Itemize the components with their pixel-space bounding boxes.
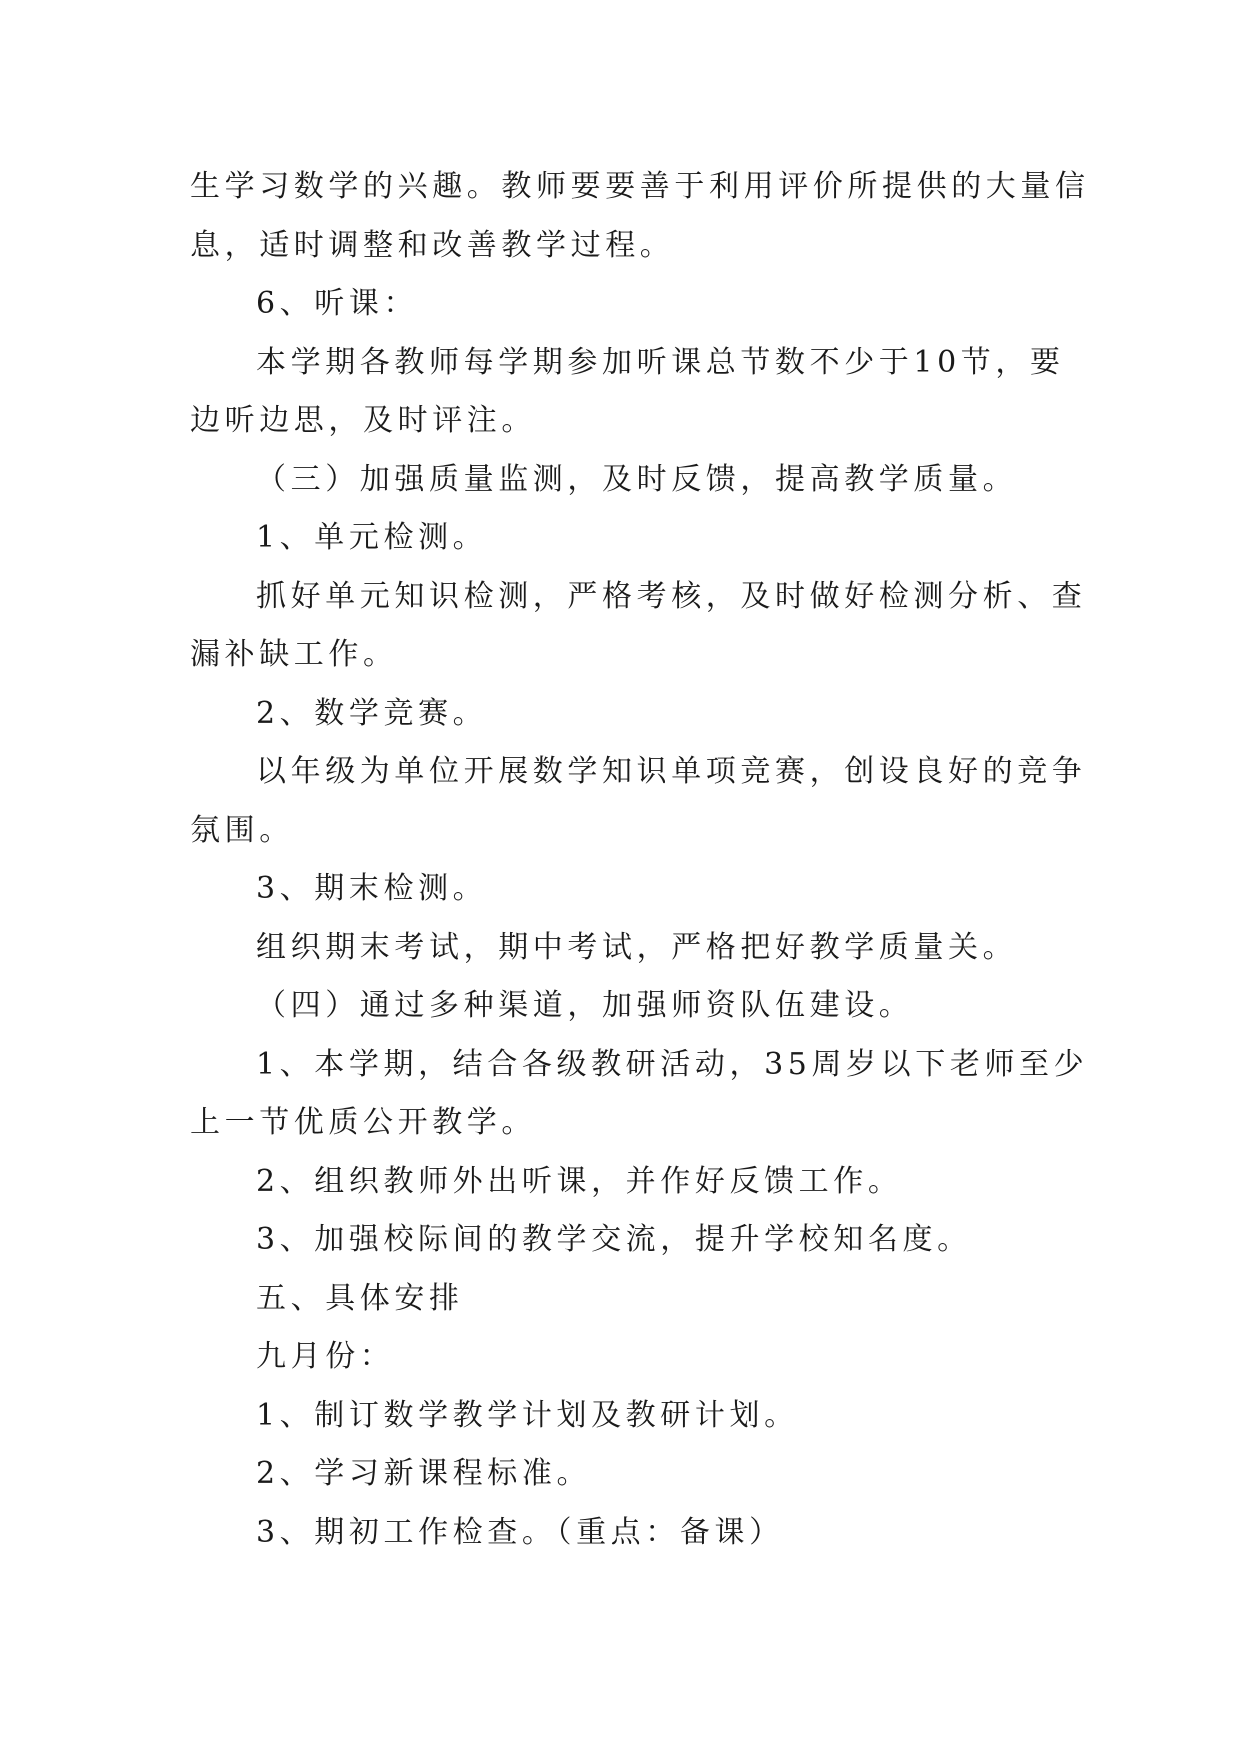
paragraph-line: 1、制订数学教学计划及教研计划。 [256, 1397, 799, 1433]
paragraph-line: 以年级为单位开展数学知识单项竞赛，创设良好的竞争 [256, 754, 1087, 789]
paragraph-line: 生学习数学的兴趣。教师要要善于利用评价所提供的大量信 [190, 169, 1090, 204]
section-heading: 1、单元检测。 [256, 520, 488, 555]
paragraph-line: 息，适时调整和改善教学过程。 [190, 227, 675, 263]
paragraph-line: 1、本学期，结合各级教研活动，35周岁以下老师至少 [256, 1046, 1089, 1082]
paragraph-line: 抓好单元知识检测，严格考核，及时做好检测分析、查 [256, 578, 1087, 614]
paragraph-line: 边听边思，及时评注。 [190, 403, 536, 438]
paragraph-line: 2、学习新课程标准。 [256, 1456, 592, 1491]
paragraph-line: 九月份： [256, 1339, 395, 1374]
section-heading: 6、听课： [256, 286, 419, 321]
paragraph-line: 2、组织教师外出听课，并作好反馈工作。 [256, 1163, 903, 1199]
section-heading: 2、数学竞赛。 [256, 695, 488, 731]
paragraph-line: 3、期初工作检查。（重点：备课） [256, 1514, 784, 1550]
paragraph-line: 3、加强校际间的教学交流，提升学校知名度。 [256, 1222, 972, 1257]
paragraph-line: 本学期各教师每学期参加听课总节数不少于10节，要 [256, 344, 1065, 380]
document-body [190, 158, 1090, 1562]
paragraph-line: 组织期末考试，期中考试，严格把好教学质量关。 [256, 929, 1018, 965]
paragraph-line: 上一节优质公开教学。 [190, 1105, 536, 1140]
section-heading: 五、具体安排 [256, 1280, 464, 1316]
paragraph-line: 漏补缺工作。 [190, 637, 398, 672]
section-heading: （三）加强质量监测，及时反馈，提高教学质量。 [256, 461, 1018, 497]
paragraph-line: 氛围。 [190, 812, 294, 848]
section-heading: （四）通过多种渠道，加强师资队伍建设。 [256, 988, 914, 1023]
section-heading: 3、期末检测。 [256, 871, 488, 906]
